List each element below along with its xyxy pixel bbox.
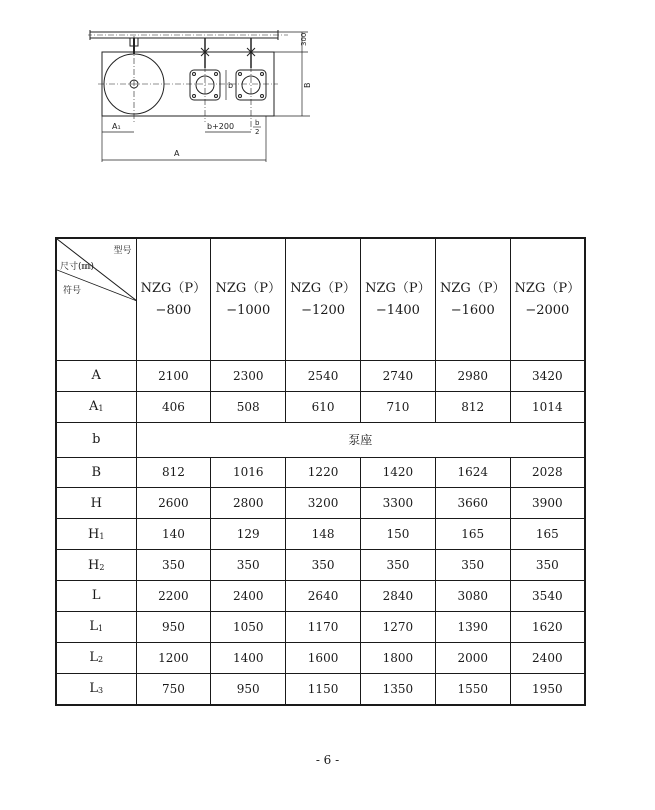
value-cell: 1220 [286,457,361,488]
dim-A-label: A [174,149,180,158]
value-cell: 2980 [435,361,510,392]
table-row [56,422,585,457]
value-cell: 2740 [360,361,435,392]
model-size: −1600 [450,302,495,318]
corner-label-symbol: 符号 [63,286,82,296]
table-row [56,361,585,392]
symbol-cell [56,642,136,673]
table-row [56,642,585,673]
value-cell: 1624 [435,457,510,488]
value-cell: 3420 [510,361,585,392]
model-header [360,238,435,361]
value-cell: 148 [286,519,361,550]
page-number: - 6 - [315,753,340,767]
spec-table [55,237,586,706]
symbol-cell [56,581,136,612]
symbol-cell [56,422,136,457]
value-cell: 350 [360,550,435,581]
value-cell: 950 [211,673,286,705]
value-cell: 1270 [360,611,435,642]
table-row [56,581,585,612]
value-cell: 1620 [510,611,585,642]
table-row [56,611,585,642]
symbol-cell [56,611,136,642]
value-cell: 710 [360,391,435,422]
value-cell: 350 [510,550,585,581]
symbol-cell [56,457,136,488]
header-row [56,238,585,361]
symbol-cell [56,361,136,392]
value-cell: 3300 [360,488,435,519]
value-cell: 750 [136,673,211,705]
value-cell: 350 [211,550,286,581]
symbol-cell [56,488,136,519]
value-cell: 2600 [136,488,211,519]
model-name: NZG（P） [290,280,356,296]
pump-unit-1 [190,38,220,122]
value-cell: 1400 [211,642,286,673]
symbol-subscript: 2 [98,655,104,665]
model-header [286,238,361,361]
symbol-letter: L [89,681,99,697]
table-row [56,519,585,550]
symbol-cell [56,519,136,550]
value-cell: 1550 [435,673,510,705]
value-cell: 165 [435,519,510,550]
value-cell: 350 [435,550,510,581]
value-cell: 3660 [435,488,510,519]
value-cell: 406 [136,391,211,422]
dim-b-half-den: 2 [255,128,260,136]
value-cell: 1350 [360,673,435,705]
dim-300-label: 300 [300,32,308,46]
symbol-letter: H [88,557,100,573]
value-cell: 950 [136,611,211,642]
symbol-letter: H [90,495,102,511]
model-name: NZG（P） [365,280,431,296]
model-size: −800 [155,302,192,318]
value-cell: 1016 [211,457,286,488]
value-cell: 3900 [510,488,585,519]
symbol-letter: A [89,399,99,415]
value-cell: 2200 [136,581,211,612]
value-cell: 812 [435,391,510,422]
value-cell: 3080 [435,581,510,612]
table-row [56,488,585,519]
value-cell: 1390 [435,611,510,642]
model-name: NZG（P） [140,280,207,296]
pipe-line [88,30,288,40]
value-cell: 2640 [286,581,361,612]
model-name: NZG（P） [439,280,506,296]
corner-label-model: 型号 [113,246,132,256]
table-row [56,550,585,581]
model-size: −1200 [301,302,346,318]
value-cell: 2300 [211,361,286,392]
symbol-subscript: 1 [99,531,105,541]
value-cell: 610 [286,391,361,422]
value-cell: 3200 [286,488,361,519]
value-cell: 3540 [510,581,585,612]
value-cell: 2028 [510,457,585,488]
dim-b-label: b [228,81,234,90]
value-cell: 812 [136,457,211,488]
value-cell: 2400 [510,642,585,673]
merged-value-cell: 泵座 [136,422,585,457]
value-cell: 2800 [211,488,286,519]
value-cell: 1420 [360,457,435,488]
value-cell: 2100 [136,361,211,392]
value-cell: 1200 [136,642,211,673]
symbol-cell [56,550,136,581]
value-cell: 1014 [510,391,585,422]
model-header [136,238,211,361]
dim-b200-label: b+200 [207,122,235,131]
corner-label-size: 尺寸(㎜) [60,262,95,272]
value-cell: 1170 [286,611,361,642]
value-cell: 1600 [286,642,361,673]
table-row [56,391,585,422]
symbol-subscript: 3 [98,686,104,696]
table-row [56,673,585,705]
value-cell: 2000 [435,642,510,673]
value-cell: 350 [286,550,361,581]
layout-drawing [88,22,318,162]
model-name: NZG（P） [215,280,282,296]
model-header [211,238,286,361]
value-cell: 1950 [510,673,585,705]
dim-B-label: B [303,82,312,88]
symbol-subscript: 2 [99,562,105,572]
header-corner-cell [56,238,136,361]
value-cell: 165 [510,519,585,550]
symbol-subscript: 1 [98,404,104,414]
value-cell: 129 [211,519,286,550]
value-cell: 140 [136,519,211,550]
value-cell: 1050 [211,611,286,642]
value-cell: 1800 [360,642,435,673]
value-cell: 350 [136,550,211,581]
model-size: −1000 [226,302,271,318]
value-cell: 2540 [286,361,361,392]
symbol-letter: L [89,619,99,635]
value-cell: 1150 [286,673,361,705]
symbol-letter: H [88,526,100,542]
model-size: −2000 [525,302,570,318]
model-header [435,238,510,361]
dim-b-half-num: b [255,119,260,127]
symbol-cell [56,673,136,705]
symbol-subscript: 1 [98,624,104,634]
symbol-letter: B [91,464,102,480]
value-cell: 508 [211,391,286,422]
value-cell: 150 [360,519,435,550]
model-header [510,238,585,361]
value-cell: 2840 [360,581,435,612]
symbol-cell [56,391,136,422]
symbol-letter: b [92,432,101,448]
value-cell: 2400 [211,581,286,612]
symbol-letter: L [89,650,99,666]
model-size: −1400 [375,302,420,318]
table-row [56,457,585,488]
dim-A1-label: A₁ [112,122,121,131]
symbol-letter: L [91,588,101,604]
model-name: NZG（P） [514,280,581,296]
symbol-letter: A [91,368,101,384]
